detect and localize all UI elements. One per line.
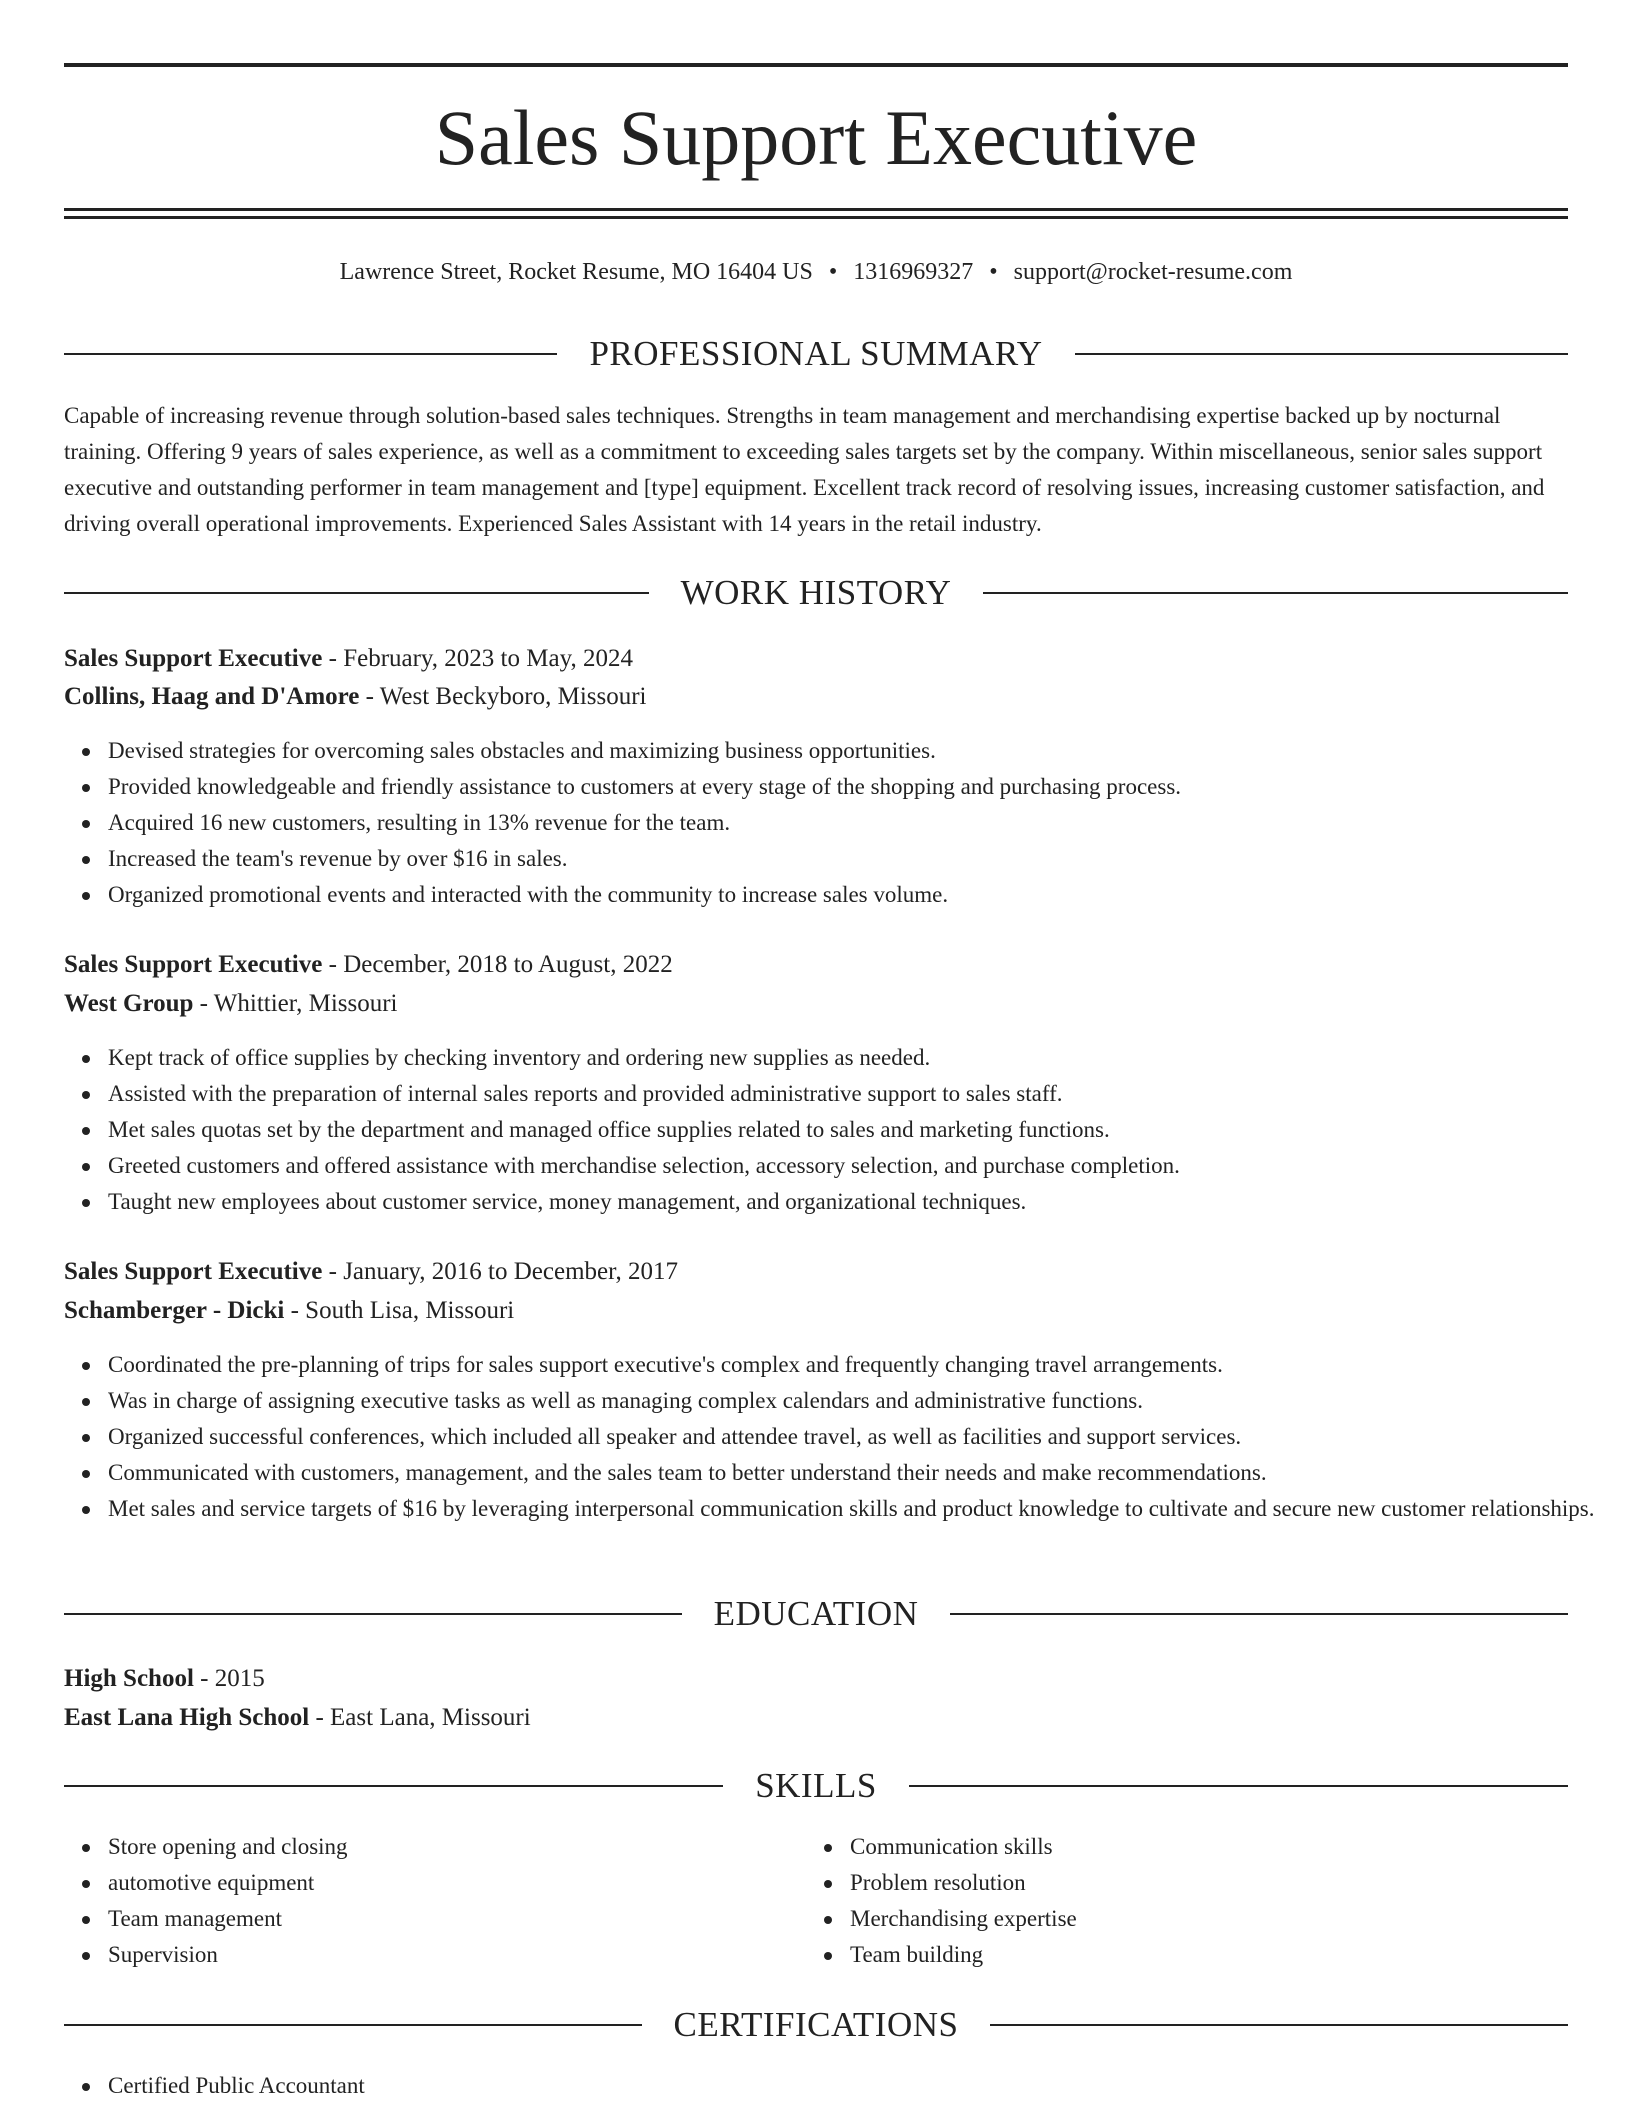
education-school: East Lana High School: [64, 1704, 310, 1731]
job-location: South Lisa, Missouri: [305, 1297, 515, 1324]
heading-rule: [950, 1613, 1568, 1615]
certifications-list: [64, 2068, 1612, 2104]
job-title: Sales Support Executive: [64, 1258, 323, 1285]
education-school-line: [64, 1699, 1568, 1737]
list-item: Certified Public Accountant: [108, 2068, 1612, 2104]
job-title: Sales Support Executive: [64, 645, 323, 672]
contact-line: [64, 252, 1568, 292]
heading-rule: [909, 1785, 1568, 1787]
job-company: West Group: [64, 990, 194, 1017]
list-item: Team building: [850, 1937, 1550, 1973]
skills-list-left: [64, 1829, 808, 1973]
list-item: Provided knowledgeable and friendly assistance to customers at every stage of the shopping and purchasing process.: [108, 769, 1612, 805]
heading-rule: [983, 592, 1568, 594]
job-company-line: [64, 985, 1568, 1023]
heading-rule: [64, 592, 649, 594]
job-title-line: [64, 946, 1568, 984]
list-item: Communication skills: [850, 1829, 1550, 1865]
education-degree: High School: [64, 1665, 194, 1692]
list-item: Greeted customers and offered assistance with merchandise selection, accessory selection, and purchase completion.: [108, 1148, 1612, 1184]
heading-rule: [990, 2024, 1568, 2026]
list-item: Problem resolution: [850, 1865, 1550, 1901]
contact-address: Lawrence Street, Rocket Resume, MO 16404 US: [339, 259, 813, 285]
job-title-line: [64, 640, 1568, 678]
heading-rule: [64, 353, 557, 355]
education-degree-line: [64, 1660, 1568, 1698]
list-item: Assisted with the preparation of internal sales reports and provided administrative support to sales staff.: [108, 1076, 1612, 1112]
education-heading: [64, 1589, 1568, 1639]
list-item: Organized promotional events and interacted with the community to increase sales volume.: [108, 877, 1612, 913]
job-bullets: [64, 1347, 1612, 1527]
title-rule-lower: [64, 216, 1568, 219]
job-location: West Beckyboro, Missouri: [379, 683, 647, 710]
work-history-heading-label: WORK HISTORY: [680, 573, 952, 612]
resume-title: Sales Support Executive: [434, 94, 1198, 181]
list-item: Kept track of office supplies by checking inventory and ordering new supplies as needed.: [108, 1040, 1612, 1076]
contact-phone: 1316969327: [853, 259, 974, 285]
skills-list-right: [806, 1829, 1550, 1973]
job-bullets: [64, 733, 1612, 913]
dash: -: [322, 951, 344, 978]
heading-rule: [1075, 353, 1568, 355]
job-company-line: [64, 1292, 1568, 1330]
dash: -: [193, 1665, 215, 1692]
dash: -: [322, 1258, 344, 1285]
list-item: automotive equipment: [108, 1865, 808, 1901]
job-bullets: [64, 1040, 1612, 1220]
list-item: Was in charge of assigning executive tasks as well as managing complex calendars and administrative functions.: [108, 1383, 1612, 1419]
list-item: Coordinated the pre-planning of trips for sales support executive's complex and frequently changing travel arrangements.: [108, 1347, 1612, 1383]
job-location: Whittier, Missouri: [213, 990, 398, 1017]
job-company: Collins, Haag and D'Amore: [64, 683, 360, 710]
dash: -: [193, 990, 214, 1017]
contact-email: support@rocket-resume.com: [1013, 259, 1293, 285]
summary-heading: [64, 329, 1568, 379]
list-item: Met sales and service targets of $16 by leveraging interpersonal communication skills and product knowledge to cultivate and secure new customer relationships.: [108, 1491, 1612, 1527]
list-item: Merchandising expertise: [850, 1901, 1550, 1937]
list-item: Store opening and closing: [108, 1829, 808, 1865]
list-item: Devised strategies for overcoming sales obstacles and maximizing business opportunities.: [108, 733, 1612, 769]
job-company: Schamberger - Dicki: [64, 1297, 285, 1324]
dash: -: [322, 645, 344, 672]
list-item: Communicated with customers, management, and the sales team to better understand their needs and make recommendations.: [108, 1455, 1612, 1491]
summary-heading-label: PROFESSIONAL SUMMARY: [589, 334, 1043, 373]
dash: -: [359, 683, 380, 710]
top-rule: [64, 63, 1568, 67]
job-dates: December, 2018 to August, 2022: [343, 951, 673, 978]
summary-text: Capable of increasing revenue through solution-based sales techniques. Strengths in team management and merchandising expertise backed up by nocturnal training. Offering 9 years of sales experience, as well as a commitment to exceeding sales targets set by the company. Within miscellaneous, senior sales support executive and outstanding performer in team management and [type] equipment. Excellent track record of resolving issues, increasing customer satisfaction, and driving overall operational improvements. Experienced Sales Assistant with 14 years in the retail industry.: [64, 403, 1545, 536]
education-heading-label: EDUCATION: [713, 1594, 919, 1633]
work-history-heading: [64, 568, 1568, 618]
heading-rule: [64, 1785, 723, 1787]
job-title: Sales Support Executive: [64, 951, 323, 978]
list-item: Met sales quotas set by the department and managed office supplies related to sales and marketing functions.: [108, 1112, 1612, 1148]
skills-heading-label: SKILLS: [755, 1766, 877, 1805]
certifications-heading: [64, 2000, 1568, 2050]
job-dates: February, 2023 to May, 2024: [343, 645, 633, 672]
job-company-line: [64, 678, 1568, 716]
heading-rule: [64, 2024, 642, 2026]
dash: -: [309, 1704, 331, 1731]
dash: -: [284, 1297, 306, 1324]
education-location: East Lana, Missouri: [330, 1704, 531, 1731]
job-dates: January, 2016 to December, 2017: [343, 1258, 678, 1285]
skills-heading: [64, 1761, 1568, 1811]
contact-separator: •: [989, 259, 998, 285]
list-item: Team management: [108, 1901, 808, 1937]
list-item: Organized successful conferences, which included all speaker and attendee travel, as well as facilities and support services.: [108, 1419, 1612, 1455]
education-year: 2015: [214, 1665, 265, 1692]
list-item: Taught new employees about customer service, money management, and organizational techniques.: [108, 1184, 1612, 1220]
job-title-line: [64, 1253, 1568, 1291]
list-item: Supervision: [108, 1937, 808, 1973]
list-item: Acquired 16 new customers, resulting in 13% revenue for the team.: [108, 805, 1612, 841]
title-rule-upper: [64, 208, 1568, 211]
heading-rule: [64, 1613, 682, 1615]
list-item: Increased the team's revenue by over $16 in sales.: [108, 841, 1612, 877]
certifications-heading-label: CERTIFICATIONS: [673, 2005, 959, 2044]
contact-separator: •: [828, 259, 838, 285]
